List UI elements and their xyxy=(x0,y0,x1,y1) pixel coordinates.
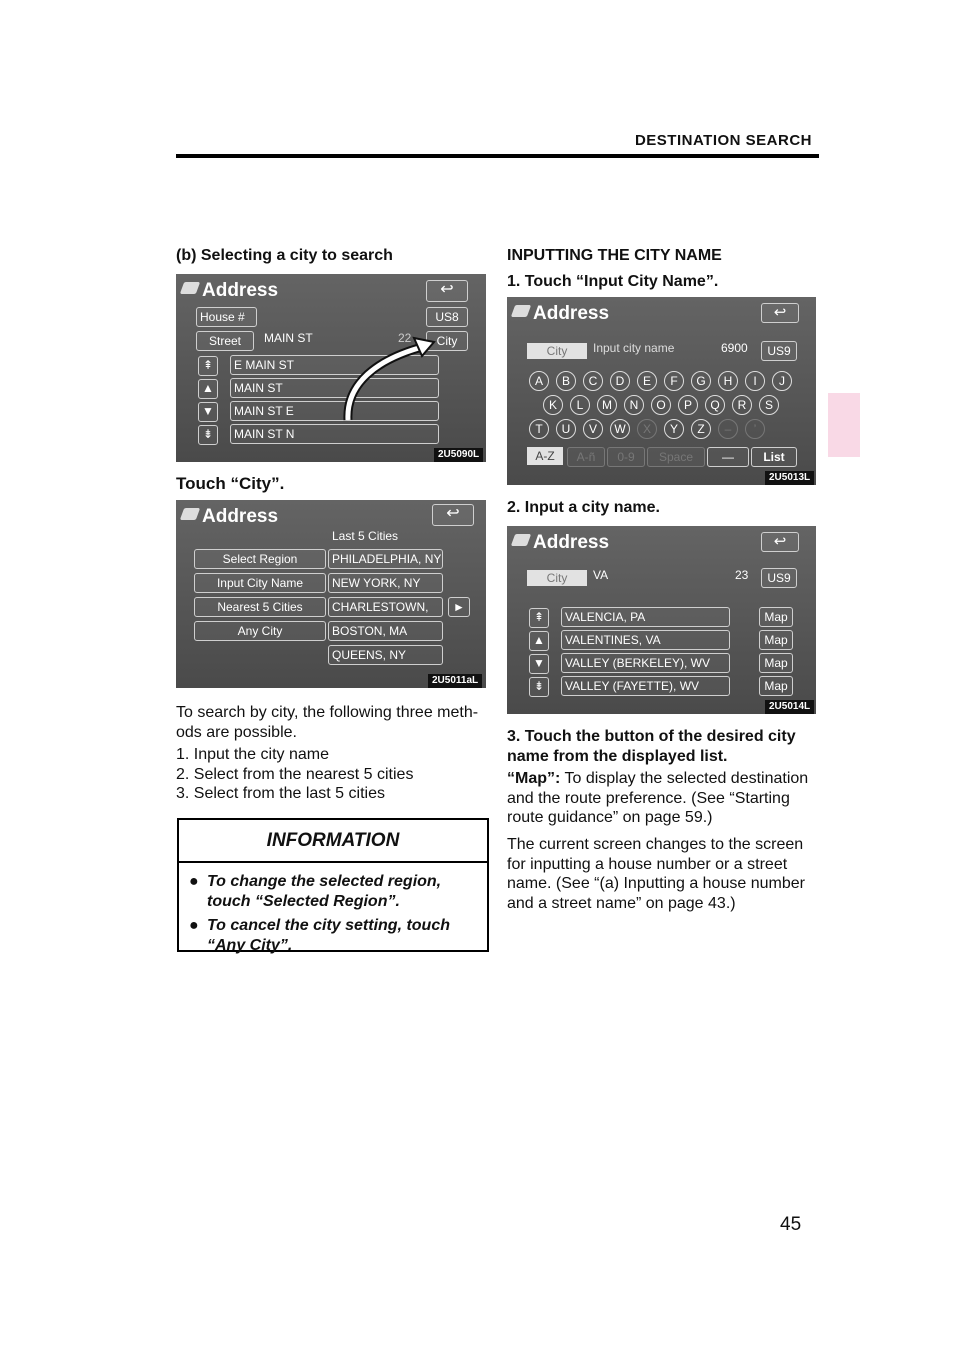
screen-change-paragraph xyxy=(507,835,822,913)
region-button[interactable]: US9 xyxy=(761,341,797,361)
pointing-arrow-icon xyxy=(336,334,446,424)
any-city-button[interactable]: Any City xyxy=(194,621,326,641)
screenshot-address-street xyxy=(176,274,486,462)
list-item[interactable]: E MAIN ST xyxy=(230,355,439,375)
street-button[interactable]: Street xyxy=(196,331,254,351)
key-w[interactable]: W xyxy=(610,419,630,439)
recent-city-item[interactable]: CHARLESTOWN, xyxy=(328,597,443,617)
next-arrow-icon[interactable]: ► xyxy=(448,597,470,617)
map-button[interactable]: Map xyxy=(759,676,793,696)
page-up-icon[interactable]: ⇞ xyxy=(529,608,549,628)
methods-list xyxy=(176,745,413,804)
list-line: 1. Input the city name xyxy=(176,746,329,763)
information-rule xyxy=(179,861,487,863)
key-c[interactable]: C xyxy=(583,371,603,391)
screenshot-city-results xyxy=(507,526,816,714)
city-result-item[interactable]: VALLEY (BERKELEY), WV xyxy=(561,653,730,673)
key-z[interactable]: Z xyxy=(691,419,711,439)
city-result-item[interactable]: VALENCIA, PA xyxy=(561,607,730,627)
list-button[interactable]: List xyxy=(751,447,797,467)
paragraph-line: To search by city, the following three meth- xyxy=(176,704,479,721)
back-button[interactable]: ↩ xyxy=(761,532,799,552)
match-count: 23 xyxy=(735,568,749,582)
key-m[interactable]: M xyxy=(597,395,617,415)
accent-mode-button[interactable]: A-ñ xyxy=(567,447,605,467)
key-h[interactable]: H xyxy=(718,371,738,391)
paragraph-line: name. (See “(a) Inputting a house number xyxy=(507,875,805,892)
recent-city-item[interactable]: NEW YORK, NY xyxy=(328,573,443,593)
scroll-down-icon[interactable]: ▼ xyxy=(198,402,218,422)
scroll-up-icon[interactable]: ▲ xyxy=(529,631,549,651)
map-description xyxy=(507,769,822,828)
address-icon xyxy=(180,508,200,520)
back-button[interactable]: ↩ xyxy=(761,303,799,323)
delete-button[interactable]: — xyxy=(707,447,749,467)
city-button[interactable]: City xyxy=(426,331,468,351)
alpha-mode-button[interactable]: A-Z xyxy=(527,447,563,465)
key-e[interactable]: E xyxy=(637,371,657,391)
screenshot-city-keyboard xyxy=(507,297,816,485)
match-count: 22 xyxy=(398,331,412,345)
key-symbol[interactable]: ’ xyxy=(745,419,765,439)
paragraph-line: for inputting a house number or a street xyxy=(507,855,788,873)
key-s[interactable]: S xyxy=(759,395,779,415)
street-input-value: MAIN ST xyxy=(264,331,313,345)
list-item[interactable]: MAIN ST E xyxy=(230,401,439,421)
match-count: 6900 xyxy=(721,341,748,355)
city-result-item[interactable]: VALENTINES, VA xyxy=(561,630,730,650)
key-k[interactable]: K xyxy=(543,395,563,415)
key-b[interactable]: B xyxy=(556,371,576,391)
step-3-line: 3. Touch the button of the desired city xyxy=(507,728,796,745)
page-number: 45 xyxy=(780,1214,802,1235)
back-button[interactable]: ↩ xyxy=(432,504,474,526)
key-q[interactable]: Q xyxy=(705,395,725,415)
list-item[interactable]: MAIN ST xyxy=(230,378,439,398)
map-text-line: To display the selected destination xyxy=(560,770,809,787)
map-button[interactable]: Map xyxy=(759,630,793,650)
recent-city-item[interactable]: QUEENS, NY xyxy=(328,645,443,665)
nearest-cities-button[interactable]: Nearest 5 Cities xyxy=(194,597,326,617)
key-i[interactable]: I xyxy=(745,371,765,391)
header-rule xyxy=(176,154,819,158)
info-line: To cancel the city setting, touch xyxy=(207,917,450,934)
page-up-icon[interactable]: ⇞ xyxy=(198,356,218,376)
key-j[interactable]: J xyxy=(772,371,792,391)
city-input-field[interactable]: Input city name xyxy=(593,341,675,355)
city-field-label: City xyxy=(527,570,587,586)
map-button[interactable]: Map xyxy=(759,607,793,627)
region-button[interactable]: US9 xyxy=(761,568,797,588)
city-input-field[interactable]: VA xyxy=(593,568,609,582)
recent-city-item[interactable]: PHILADELPHIA, NY xyxy=(328,549,443,569)
address-icon xyxy=(511,305,531,317)
section-heading-city-name: INPUTTING THE CITY NAME xyxy=(507,247,722,264)
page-down-icon[interactable]: ⇟ xyxy=(198,425,218,445)
paragraph-line: ods are possible. xyxy=(176,723,297,741)
map-button[interactable]: Map xyxy=(759,653,793,673)
figure-code: 2U5090L xyxy=(434,448,483,462)
info-item xyxy=(207,872,479,911)
page-down-icon[interactable]: ⇟ xyxy=(529,677,549,697)
screen-title: Address xyxy=(202,506,279,527)
address-icon xyxy=(180,282,200,294)
map-text-line: and the route preference. (See “Starting xyxy=(507,789,790,807)
input-city-name-button[interactable]: Input City Name xyxy=(194,573,326,593)
bullet-icon: ● xyxy=(189,917,199,934)
figure-code: 2U5013L xyxy=(765,471,814,485)
info-line: “Any City”. xyxy=(207,936,293,954)
house-number-button[interactable]: House # xyxy=(196,307,257,327)
figure-code: 2U5011aL xyxy=(428,674,482,688)
recent-city-item[interactable]: BOSTON, MA xyxy=(328,621,443,641)
key-a[interactable]: A xyxy=(529,371,549,391)
information-box xyxy=(177,818,489,952)
info-item xyxy=(207,916,479,955)
select-region-button[interactable]: Select Region xyxy=(194,549,326,569)
map-label: “Map”: xyxy=(507,770,561,787)
key-p[interactable]: P xyxy=(678,395,698,415)
paragraph-line: and a street name” on page 43.) xyxy=(507,894,736,912)
scroll-down-icon[interactable]: ▼ xyxy=(529,654,549,674)
screen-title: Address xyxy=(533,303,610,324)
section-tab xyxy=(828,393,860,457)
key-x[interactable]: X xyxy=(637,419,657,439)
step-1: 1. Touch “Input City Name”. xyxy=(507,273,719,290)
info-line: To change the selected region, xyxy=(207,873,442,890)
screen-title: Address xyxy=(202,280,279,301)
key-l[interactable]: L xyxy=(570,395,590,415)
scroll-up-icon[interactable]: ▲ xyxy=(198,379,218,399)
list-line: 2. Select from the nearest 5 cities xyxy=(176,765,414,783)
key-f[interactable]: F xyxy=(664,371,684,391)
key-n[interactable]: N xyxy=(624,395,644,415)
paragraph-line: The current screen changes to the screen xyxy=(507,836,804,853)
caption-touch-city: Touch “City”. xyxy=(176,474,285,493)
numeric-mode-button[interactable]: 0-9 xyxy=(607,447,645,467)
figure-code: 2U5014L xyxy=(765,700,814,714)
bullet-icon: ● xyxy=(189,873,199,890)
information-title: INFORMATION xyxy=(266,830,400,851)
key-symbol[interactable]: – xyxy=(718,419,738,439)
city-field-label: City xyxy=(527,343,587,359)
section-heading: (b) Selecting a city to search xyxy=(176,247,393,264)
screenshot-city-options xyxy=(176,500,486,688)
key-d[interactable]: D xyxy=(610,371,630,391)
list-line: 3. Select from the last 5 cities xyxy=(176,785,385,802)
key-v[interactable]: V xyxy=(583,419,603,439)
address-icon xyxy=(511,534,531,546)
info-line: touch “Selected Region”. xyxy=(207,892,400,910)
back-button[interactable]: ↩ xyxy=(426,280,468,302)
key-g[interactable]: G xyxy=(691,371,711,391)
region-button[interactable]: US8 xyxy=(426,307,468,327)
list-item[interactable]: MAIN ST N xyxy=(230,424,439,444)
key-o[interactable]: O xyxy=(651,395,671,415)
intro-paragraph xyxy=(176,703,488,742)
step-3-line: name from the displayed list. xyxy=(507,748,728,765)
space-button[interactable]: Space xyxy=(647,447,705,467)
running-header: DESTINATION SEARCH xyxy=(634,132,812,149)
key-u[interactable]: U xyxy=(556,419,576,439)
city-result-item[interactable]: VALLEY (FAYETTE), WV xyxy=(561,676,730,696)
last-cities-label: Last 5 Cities xyxy=(332,529,399,543)
key-r[interactable]: R xyxy=(732,395,752,415)
key-t[interactable]: T xyxy=(529,419,549,439)
screen-title: Address xyxy=(533,532,610,553)
step-2: 2. Input a city name. xyxy=(507,499,660,516)
key-y[interactable]: Y xyxy=(664,419,684,439)
step-3 xyxy=(507,727,822,767)
map-text-line: route guidance” on page 59.) xyxy=(507,809,713,826)
